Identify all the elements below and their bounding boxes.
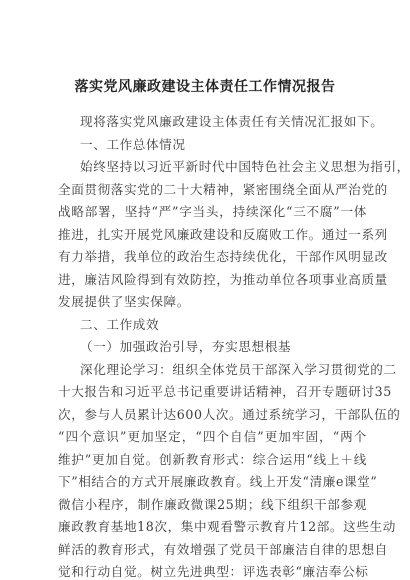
paragraph-line: 维护”更加自觉。创新教育形式：综合运用“线上＋线 xyxy=(58,451,367,467)
paragraph-line: 现将落实党风廉政建设主体责任有关情况汇报如下。 xyxy=(80,114,384,129)
paragraph-line: 推进，扎实开展党风廉政建设和反腐败工作。通过一系列 xyxy=(58,226,388,242)
paragraph-line: 十大报告和习近平总书记重要讲话精神，召开专题研讨35 xyxy=(58,384,392,399)
paragraph-line: 全面贯彻落实党的二十大精神，紧密围绕全面从严治党的 xyxy=(58,181,388,197)
paragraph-line: 发展提供了坚实保障。 xyxy=(58,294,190,309)
section-heading: 二、工作成效 xyxy=(80,316,160,332)
subsection-heading: （一）加强政治引导，夯实思想根基 xyxy=(80,339,292,354)
document-title: 落实党风廉政建设主体责任工作情况报告 xyxy=(74,79,336,95)
paragraph-line: 进，廉洁风险得到有效防控，为推动单位各项事业高质量 xyxy=(58,271,388,287)
paragraph-line: 次，参与人员累计达600人次。通过系统学习，干部队伍的 xyxy=(58,406,401,422)
paragraph-line: 下”相结合的方式开展廉政教育。线上开发“清廉e课堂” xyxy=(58,474,378,489)
paragraph-line: 有力举措，我单位的政治生态持续优化，干部作风明显改 xyxy=(58,249,388,264)
paragraph-line: 觉和行动自觉。树立先进典型：评选表彰“廉洁奉公标 xyxy=(58,564,369,579)
section-heading: 一、工作总体情况 xyxy=(80,136,186,152)
paragraph-line: 微信小程序，制作廉政微课25期；线下组织干部参观 xyxy=(58,496,367,512)
paragraph-line: 战略部署，坚持“严”字当头，持续深化“三不腐”一体 xyxy=(58,204,367,219)
paragraph-line: 深化理论学习：组织全体党员干部深入学习贯彻党的二 xyxy=(80,361,397,377)
paragraph-line: 鲜活的教育形式，有效增强了党员干部廉洁自律的思想自 xyxy=(58,541,388,557)
paragraph-line: 始终坚持以习近平新时代中国特色社会主义思想为指引， xyxy=(80,159,410,174)
paragraph-line: 廉政教育基地18次，集中观看警示教育片12部。这些生动 xyxy=(58,519,396,534)
paragraph-line: “四个意识”更加坚定，“四个自信”更加牢固，“两个 xyxy=(58,429,367,444)
